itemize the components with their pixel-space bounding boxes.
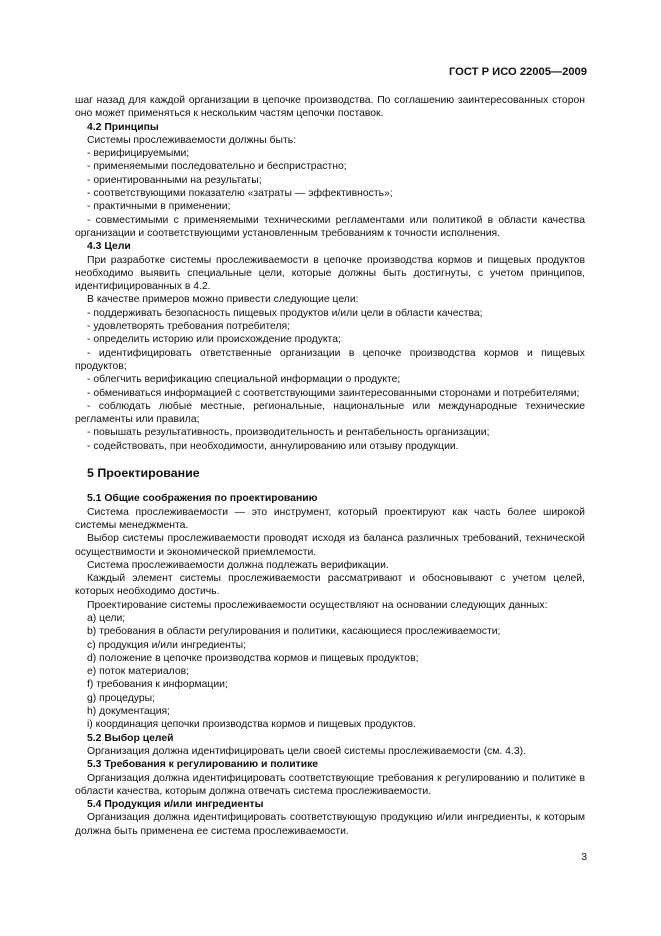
list-item: e) поток материалов; [87,666,189,678]
list-item: - идентифицировать ответственные организации в цепочке производства кормов и пищевых продуктов; [75,347,585,372]
list-item: - содействовать, при необходимости, аннулированию или отзыву продукции. [87,440,459,452]
list-item: a) цели; [87,612,126,624]
list-item: f) требования к информации; [87,679,228,691]
section-5-1-paragraph: Выбор системы прослеживаемости проводят исходя из баланса различных требований, технической осуществимости и экономической приемлемости. [75,533,585,558]
section-5-1 [75,492,585,731]
intro-paragraph: шаг назад для каждой организации в цепочке производства. По соглашению заинтересованных сторон оно может применяться к нескольким частям цепочки поставок. [75,95,585,120]
page-body [75,94,585,838]
list-item: - соответствующими показателю «затраты — эффективность»; [87,188,393,200]
list-item: i) координация цепочки производства кормов и пищевых продуктов. [87,719,416,731]
list-item: - применяемыми последовательно и беспристрастно; [87,161,347,173]
section-4-3 [75,240,585,453]
list-item: d) положение в цепочке производства кормов и пищевых продуктов; [87,652,419,664]
list-item: - определить историю или происхождение продукта; [87,334,341,346]
page-number: 3 [581,852,587,863]
section-4-2 [75,121,585,241]
section-heading-5-4: 5.4 Продукция и/или ингредиенты [87,799,264,811]
section-5-1-paragraph: Каждый элемент системы прослеживаемости рассматривают и обосновывают с учетом целей, которых необходимо достичь. [75,573,585,598]
chapter-heading-5: 5 Проектирование [87,466,200,481]
list-item: - практичными в применении; [87,201,231,213]
section-5-2 [75,732,585,759]
section-4-3-paragraph: При разработке системы прослеживаемости в цепочке производства кормов и пищевых продуктов необходимо выявить специальные цели, которые должны быть достигнуты, с учетом принципов, идентифицированных в 4.2. [75,254,585,293]
list-item: b) требования в области регулирования и политики, касающиеся прослеживаемости; [87,626,501,638]
list-item: g) процедуры; [87,692,155,704]
list-item: h) документация; [87,706,171,718]
list-item: - поддерживать безопасность пищевых продуктов и/или цели в области качества; [87,307,483,319]
section-5-3-paragraph: Организация должна идентифицировать соответствующие требования к регулированию и политике в области качества, которым должна отвечать система прослеживаемости. [75,772,585,797]
section-5-3 [75,758,585,798]
list-item: - соблюдать любые местные, региональные, национальные или международные технические регламенты или правила; [75,400,585,426]
list-item: c) продукция и/или ингредиенты; [87,639,246,651]
list-item: - верифицируемыми; [87,148,190,160]
section-heading-4-3: 4.3 Цели [87,241,131,253]
section-heading-5-1: 5.1 Общие соображения по проектированию [87,493,318,505]
section-heading-5-3: 5.3 Требования к регулированию и политике [87,759,319,771]
section-5-1-paragraph: Система прослеживаемости — это инструмент, который проектируют как часть более широкой системы менеджмента. [75,506,585,531]
list-item: - повышать результативность, производительность и рентабельность организации; [87,427,490,439]
section-4-3-lead: В качестве примеров можно привести следующие цели: [87,294,359,306]
section-5-2-paragraph: Организация должна идентифицировать цели своей системы прослеживаемости (см. 4.3). [87,745,526,757]
document-header: ГОСТ Р ИСО 22005—2009 [448,66,587,78]
section-heading-4-2: 4.2 Принципы [87,121,159,133]
section-5-1-paragraph: Проектирование системы прослеживаемости осуществляют на основании следующих данных: [87,599,548,611]
list-item: - совместимыми с применяемыми техническими регламентами или политикой в области качества организации и соответствующими установленным требованиям к точности исполнения. [75,214,585,239]
section-4-2-lead: Системы прослеживаемости должны быть: [87,134,297,146]
list-item: - обмениваться информацией с соответствующими заинтересованными сторонами и потребителями; [87,387,580,399]
section-5-4 [75,798,585,838]
section-heading-5-2: 5.2 Выбор целей [87,732,174,744]
section-5-1-paragraph: Система прослеживаемости должна подлежать верификации. [87,559,389,571]
list-item: - удовлетворять требования потребителя; [87,321,291,333]
section-5-4-paragraph: Организация должна идентифицировать соответствующую продукцию и/или ингредиенты, к которым должна быть применена ее система прослеживаемости. [75,812,585,837]
list-item: - облегчить верификацию специальной информации о продукте; [87,374,401,386]
list-item: - ориентированными на результаты; [87,174,262,186]
